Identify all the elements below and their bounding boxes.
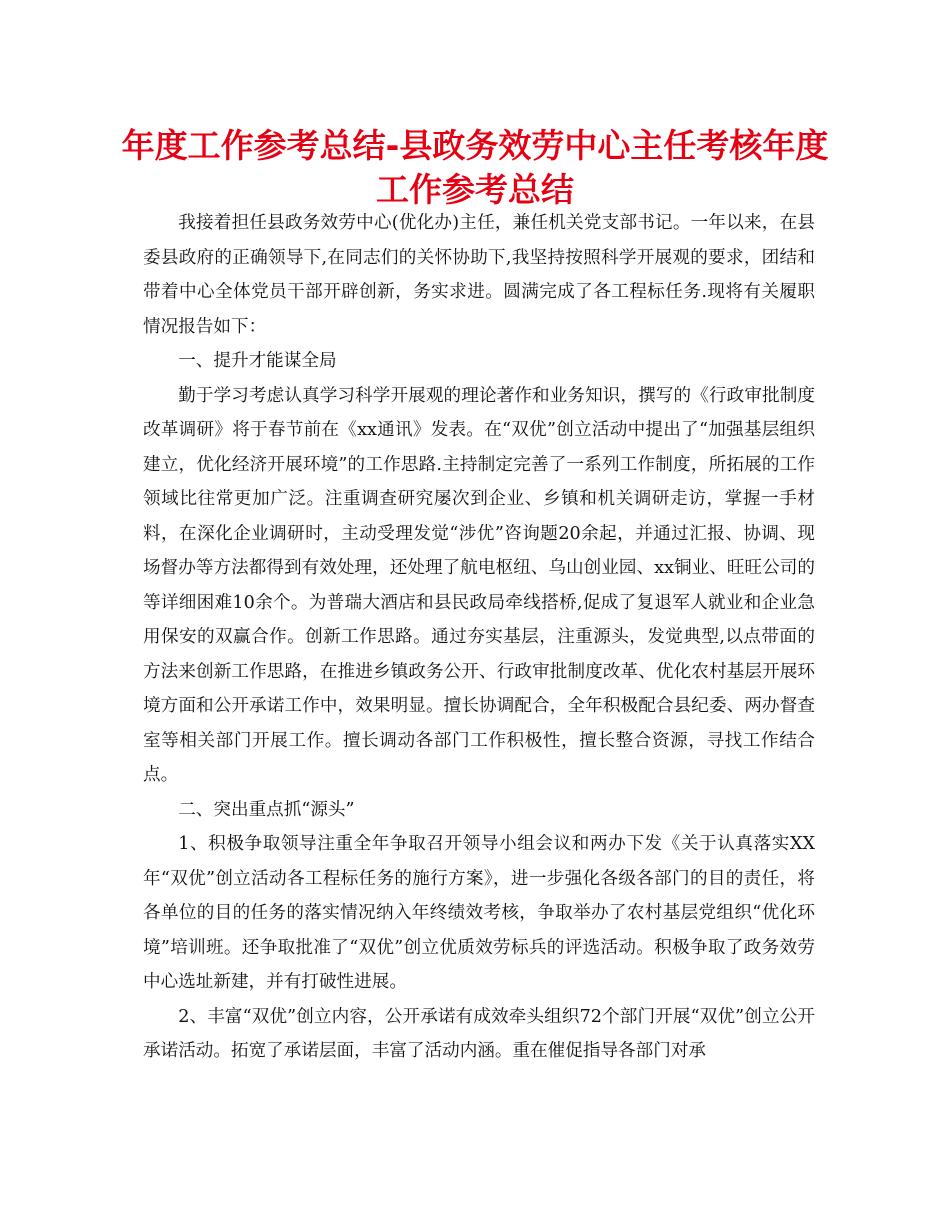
paragraph-intro: 我接着担任县政务效劳中心(优化办)主任，兼任机关党支部书记。一年以来，在县委县政府的正确领导下,在同志们的关怀协助下,我坚持按照科学开展观的要求，团结和带着中心全体党员干部开辟创新，务实求进。圆满完成了各工程标任务.现将有关履职情况报告如下： [143, 213, 815, 337]
document-title-line-2: 工作参考总结 [376, 170, 574, 209]
document-title-line-1: 年度工作参考总结-县政务效劳中心主任考核年度 [121, 126, 829, 165]
document-body [143, 206, 815, 1069]
paragraph-item-2: 2、丰富“双优”创立内容，公开承诺有成效牵头组织72个部门开展“双优”创立公开承诺活动。拓宽了承诺层面，丰富了活动内涵。重在催促指导各部门对承 [143, 1006, 815, 1061]
section-heading-1: 一、提升才能谋全局 [178, 351, 337, 371]
paragraph-item-1: 1、积极争取领导注重全年争取召开领导小组会议和两办下发《关于认真落实XX年“双优”创立活动各工程标任务的施行方案》，进一步强化各级各部门的目的责任，将各单位的目的任务的落实情况纳入年终绩效考核，争取举办了农村基层党组织“优化环境”培训班。还争取批准了“双优”创立优质效劳标兵的评选活动。积极争取了政务效劳中心选址新建，并有打破性进展。 [143, 834, 815, 992]
section-heading-2: 二、突出重点抓“源头” [178, 799, 355, 820]
paragraph-section-1: 勤于学习考虑认真学习科学开展观的理论著作和业务知识，撰写的《行政审批制度改革调研》将于春节前在《xx通讯》发表。在“双优”创立活动中提出了“加强基层组织建立，优化经济开展环境”的工作思路.主持制定完善了一系列工作制度，所拓展的工作领域比往常更加广泛。注重调查研究屡次到企业、乡镇和机关调研走访，掌握一手材料，在深化企业调研时，主动受理发觉“涉优”咨询题20余起，并通过汇报、协调、现场督办等方法都得到有效处理，还处理了航电枢纽、乌山创业园、xx铜业、旺旺公司的等详细困难10余个。为普瑞大酒店和县民政局牵线搭桥,促成了复退军人就业和企业急用保安的双赢合作。创新工作思路。通过夯实基层，注重源头，发觉典型,以点带面的方法来创新工作思路，在推进乡镇政务公开、行政审批制度改革、优化农村基层开展环境方面和公开承诺工作中，效果明显。擅长协调配合，全年积极配合县纪委、两办督查室等相关部门开展工作。擅长调动各部门工作积极性，擅长整合资源，寻找工作结合点。 [143, 385, 815, 785]
